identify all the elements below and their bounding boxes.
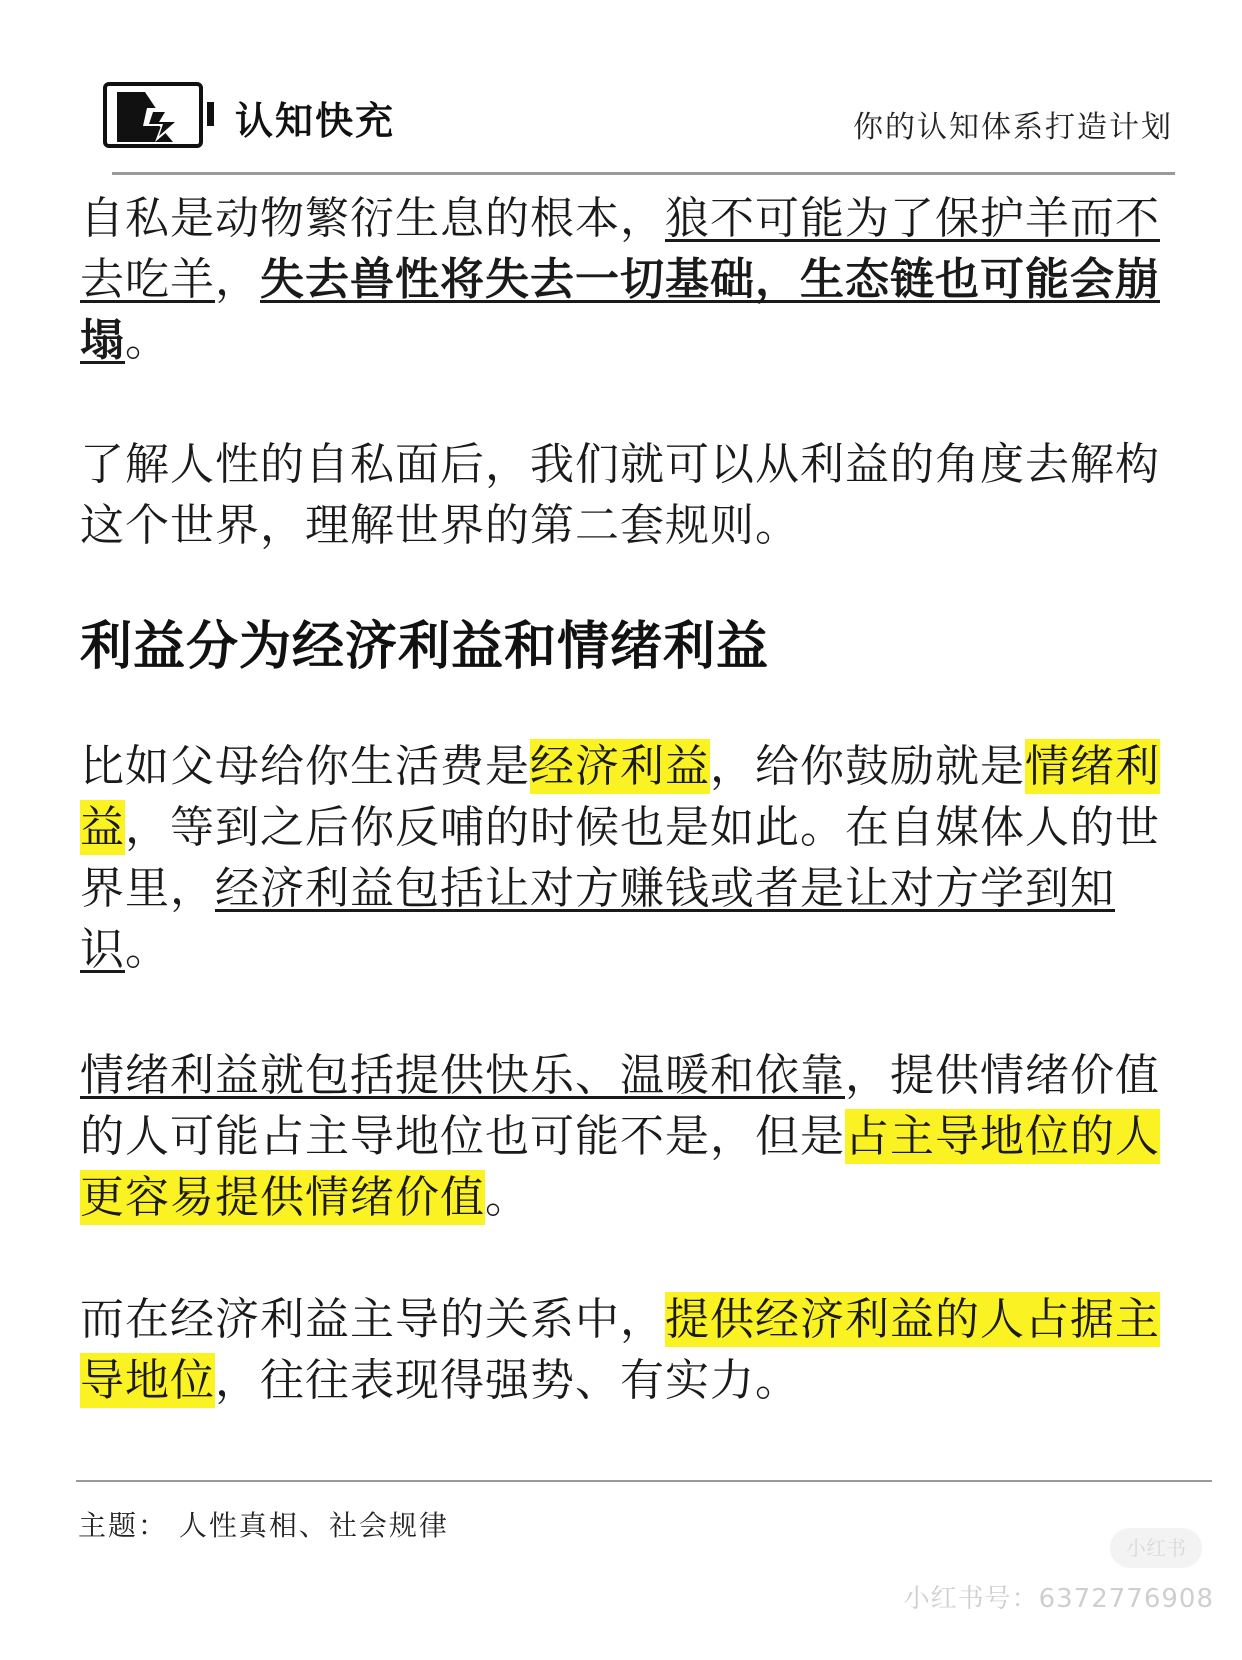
text-run: ，等到之后你反哺的时候也是如此。在自媒体人的世界里， [80, 802, 1160, 914]
text-run: 。 [125, 924, 170, 975]
text-run: 。 [125, 315, 170, 366]
highlighted-text: 提供经济利益的人占据主导地位 [80, 1294, 1160, 1406]
header-divider [112, 172, 1175, 175]
bold-underlined-text: 失去兽性将失去一切基础，生态链也可能会崩塌 [80, 254, 1160, 366]
paragraph-5 [80, 1289, 1160, 1411]
text-run: 比如父母给你生活费是 [80, 741, 530, 792]
text-run: ，往往表现得强势、有实力。 [215, 1355, 800, 1406]
paragraph-2 [80, 434, 1160, 556]
watermark-badge: 小红书 [1110, 1528, 1202, 1568]
paragraph-3 [80, 736, 1160, 980]
text-run: ， [215, 254, 260, 305]
underlined-text: 情绪利益就包括提供快乐、温暖和依靠 [80, 1050, 845, 1101]
text-run: ，给你鼓励就是 [710, 741, 1025, 792]
underlined-text: 经济利益包括让对方赚钱或者是让对方学到知识 [80, 863, 1115, 975]
watermark-id: 小红书号：6372776908 [903, 1584, 1214, 1614]
header [103, 82, 1173, 162]
underlined-text: 狼不可能为了保护羊而不去吃羊 [80, 193, 1160, 305]
text-run: 而在经济利益主导的关系中， [80, 1294, 665, 1345]
text-run: 自私是动物繁衍生息的根本， [80, 193, 665, 244]
paragraph-4 [80, 1045, 1160, 1228]
text-run: ，提供情绪价值的人可能占主导地位也可能不是，但是 [80, 1050, 1160, 1162]
text-run: 了解人性的自私面后，我们就可以从利益的角度去解构这个世界，理解世界的第二套规则。 [80, 439, 1160, 551]
highlighted-text: 经济利益 [530, 741, 710, 792]
tagline: 你的认知体系打造计划 [853, 110, 1173, 145]
battery-lightning-icon [103, 82, 203, 148]
topic-label: 主题： 人性真相、社会规律 [78, 1509, 449, 1542]
section-heading: 利益分为经济利益和情绪利益 [80, 617, 770, 677]
paragraph-1 [80, 188, 1160, 371]
footer-divider [76, 1480, 1212, 1482]
text-run: 。 [485, 1172, 530, 1223]
highlighted-text: 情绪利益 [80, 741, 1160, 853]
highlighted-text: 占主导地位的人更容易提供情绪价值 [80, 1111, 1160, 1223]
brand-name: 认知快充 [235, 98, 396, 143]
battery-tip [207, 102, 214, 126]
